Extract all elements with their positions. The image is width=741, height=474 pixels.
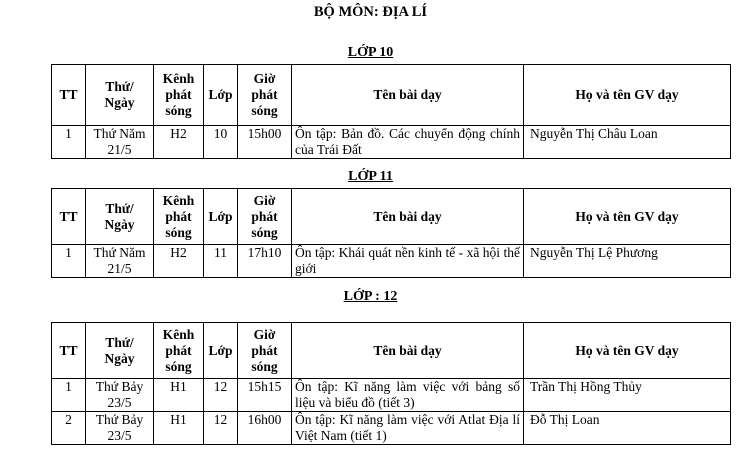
cell-channel: H2 — [154, 126, 204, 159]
cell-day: Thứ Bảy 23/5 — [86, 379, 154, 412]
header-row — [52, 65, 731, 126]
header-row — [52, 189, 731, 245]
header-lesson: Tên bài dạy — [292, 323, 524, 379]
header-grade: Lớp — [204, 65, 238, 126]
cell-tt: 1 — [52, 126, 86, 159]
header-channel: Kênh phát sóng — [154, 189, 204, 245]
table-row — [52, 245, 731, 278]
header-time: Giờ phát sóng — [238, 189, 292, 245]
cell-tt: 1 — [52, 379, 86, 412]
cell-tt: 1 — [52, 245, 86, 278]
cell-teacher: Nguyễn Thị Lệ Phương — [524, 245, 731, 278]
cell-grade: 12 — [204, 379, 238, 412]
header-teacher: Họ và tên GV dạy — [524, 189, 731, 245]
cell-lesson: Ôn tập: Kĩ năng làm việc với bảng số liệu và biểu đồ (tiết 3) — [292, 379, 524, 412]
grade-12-table — [51, 322, 731, 445]
header-day: Thứ/ Ngày — [86, 323, 154, 379]
cell-time: 15h15 — [238, 379, 292, 412]
cell-time: 16h00 — [238, 412, 292, 445]
table-row — [52, 412, 731, 445]
cell-teacher: Trần Thị Hồng Thủy — [524, 379, 731, 412]
cell-teacher: Đỗ Thị Loan — [524, 412, 731, 445]
cell-grade: 12 — [204, 412, 238, 445]
header-grade: Lớp — [204, 189, 238, 245]
cell-channel: H2 — [154, 245, 204, 278]
table-row — [52, 126, 731, 159]
header-day: Thứ/ Ngày — [86, 65, 154, 126]
header-grade: Lớp — [204, 323, 238, 379]
cell-lesson: Ôn tập: Bản đồ. Các chuyển động chính của Trái Đất — [292, 126, 524, 159]
header-teacher: Họ và tên GV dạy — [524, 65, 731, 126]
cell-channel: H1 — [154, 412, 204, 445]
cell-time: 17h10 — [238, 245, 292, 278]
header-channel: Kênh phát sóng — [154, 65, 204, 126]
header-time: Giờ phát sóng — [238, 65, 292, 126]
header-channel: Kênh phát sóng — [154, 323, 204, 379]
page-title: BỘ MÔN: ĐỊA LÍ — [313, 4, 428, 20]
header-tt: TT — [52, 65, 86, 126]
cell-day: Thứ Năm 21/5 — [86, 126, 154, 159]
header-tt: TT — [52, 189, 86, 245]
header-lesson: Tên bài dạy — [292, 189, 524, 245]
cell-lesson: Ôn tập: Khái quát nền kinh tế - xã hội thế giới — [292, 245, 524, 278]
header-day: Thứ/ Ngày — [86, 189, 154, 245]
table-row — [52, 379, 731, 412]
cell-channel: H1 — [154, 379, 204, 412]
grade-11-heading: LỚP 11 — [348, 169, 393, 184]
grade-12-heading: LỚP : 12 — [343, 289, 398, 304]
cell-grade: 11 — [204, 245, 238, 278]
header-teacher: Họ và tên GV dạy — [524, 323, 731, 379]
header-row — [52, 323, 731, 379]
cell-lesson: Ôn tập: Kĩ năng làm việc với Atlat Địa lí Việt Nam (tiết 1) — [292, 412, 524, 445]
grade-10-heading: LỚP 10 — [347, 45, 394, 60]
grade-11-table — [51, 188, 731, 278]
cell-teacher: Nguyễn Thị Châu Loan — [524, 126, 731, 159]
cell-day: Thứ Năm 21/5 — [86, 245, 154, 278]
cell-day: Thứ Bảy 23/5 — [86, 412, 154, 445]
grade-10-table — [51, 64, 731, 159]
header-tt: TT — [52, 323, 86, 379]
header-time: Giờ phát sóng — [238, 323, 292, 379]
header-lesson: Tên bài dạy — [292, 65, 524, 126]
cell-time: 15h00 — [238, 126, 292, 159]
cell-grade: 10 — [204, 126, 238, 159]
cell-tt: 2 — [52, 412, 86, 445]
